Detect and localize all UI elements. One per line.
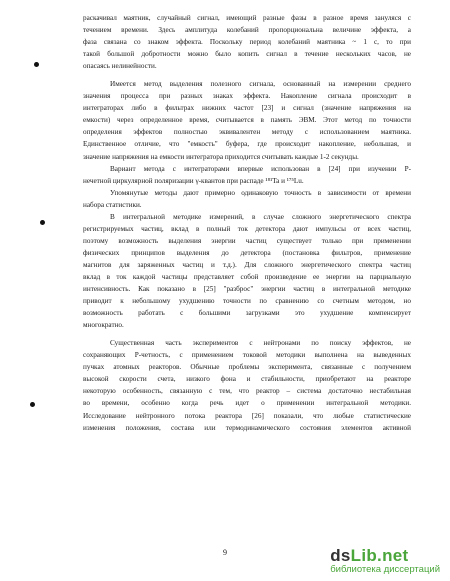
scan-mark-dot xyxy=(40,220,45,225)
text-line: сохраняющих Р-четность, с применением токовой методики выполнена на выведенных xyxy=(83,351,411,360)
text-line: опасаясь нелинейности. xyxy=(83,62,157,71)
text-line: возможность работать с большими загрузками это ухудшение компенсирует xyxy=(83,309,411,318)
text-line: некоторую особенность, связанную с тем, что реактор – система достаточно нестабильная xyxy=(83,387,411,396)
text-line: Имеется метод выделения полезного сигнала, основанный на измерении среднего xyxy=(110,80,411,89)
text-line: Единственное отличие, что "емкость" буфера, где происходит накопление, небольшая, и xyxy=(83,140,411,149)
dslib-subtitle: библиотека диссертаций xyxy=(330,564,440,575)
logo-suffix: Lib.net xyxy=(350,546,409,565)
dslib-logo xyxy=(330,546,440,566)
logo-prefix: ds xyxy=(330,546,351,565)
text-line: изменения положения, состава или термодинамического состояния элементов активной xyxy=(83,423,411,432)
text-line: интенсивность. Как показано в [25] "разброс" энергии частиц в интегральной методике xyxy=(83,285,411,294)
text-line: высокой скорости счета, низкого фона и стабильности, приобретают на реакторе xyxy=(83,375,411,384)
text-line: Вариант метода с интеграторами впервые использован в [24] при изучении Р- xyxy=(110,164,411,173)
text-line: Исследование нейтронного потока реактора [26] показали, что любые статистические xyxy=(83,411,411,420)
text-line: емкости) через определенное время, считывается в память ЭВМ. Этот метод по точности xyxy=(83,116,411,125)
text-line: раскачивал маятник, случайный сигнал, имеющий разные фазы в разное время зануляся с xyxy=(83,14,411,22)
text-line: во времени, особенно когда речь идет о применении интегральной методики. xyxy=(83,399,411,408)
page-number: 9 xyxy=(223,548,227,557)
text-line: многократно. xyxy=(83,321,124,330)
text-line: регистрируемых частиц, вклад в полный ток детектора дают импульсы от всех частиц, xyxy=(83,224,411,233)
text-line: фаза связана со знаком эффекта. Поскольку период колебаний маятника ~ 1 с, то при xyxy=(83,38,411,47)
scan-mark-dot xyxy=(34,62,39,67)
body-text xyxy=(83,12,411,434)
dslib-watermark[interactable] xyxy=(330,546,440,575)
text-line: Упомянутые методы дают примерно одинаковую точность в зависимости от времени xyxy=(110,188,411,197)
text-line: вклад в ток каждой частицы представляет собой произведение ее энергии на парциальную xyxy=(83,272,411,281)
text-line: Существенная часть экспериментов с нейтронами по поиску эффектов, не xyxy=(110,339,411,348)
text-line: магнитов для заряженных частиц и т.д.). Для сложного энергетического спектра частиц xyxy=(83,260,411,269)
text-line: поэтому возможность выделения энергии частиц существует только при применении xyxy=(83,236,411,245)
text-line: значения процесса при разных знаках эффекта. Накопление сигнала происходит в xyxy=(83,92,411,101)
text-line: интеграторах либо в фильтрах нижних частот [23] и сигнал (значение напряжения на xyxy=(83,104,411,113)
scan-mark-dot xyxy=(30,402,35,407)
text-line: приводит к небольшому ухудшению точности по сравнению со счетным методом, но xyxy=(83,297,411,306)
text-line: пучках атомных реакторов. Обычные проблемы эксперимента, связанные с получением xyxy=(83,363,411,372)
text-line: значение напряжения на емкости интегратора приходится считывать каждые 1-2 секунды. xyxy=(83,152,359,161)
text-line: течением времени. Здесь амплитуда колебаний пропорциональна величине эффекта, а xyxy=(83,26,411,35)
text-line: набора статистики. xyxy=(83,200,142,209)
text-line: определения эффектов полностью эквивалентен методу с использованием маятника. xyxy=(83,128,411,137)
text-line: нечетной циркулярной поляризации γ-квантов при распаде ¹⁸¹Ta и ¹⁷⁵Lu. xyxy=(83,176,304,185)
text-line: такой большой добротности можно было копить сигнал в течение нескольких часов, не xyxy=(83,50,411,59)
text-line: В интегральной методике измерений, в случае сложного энергетического спектра xyxy=(110,212,411,221)
text-line: физических принципов выделения до детектора (постановка фильтров, применение xyxy=(83,248,411,257)
